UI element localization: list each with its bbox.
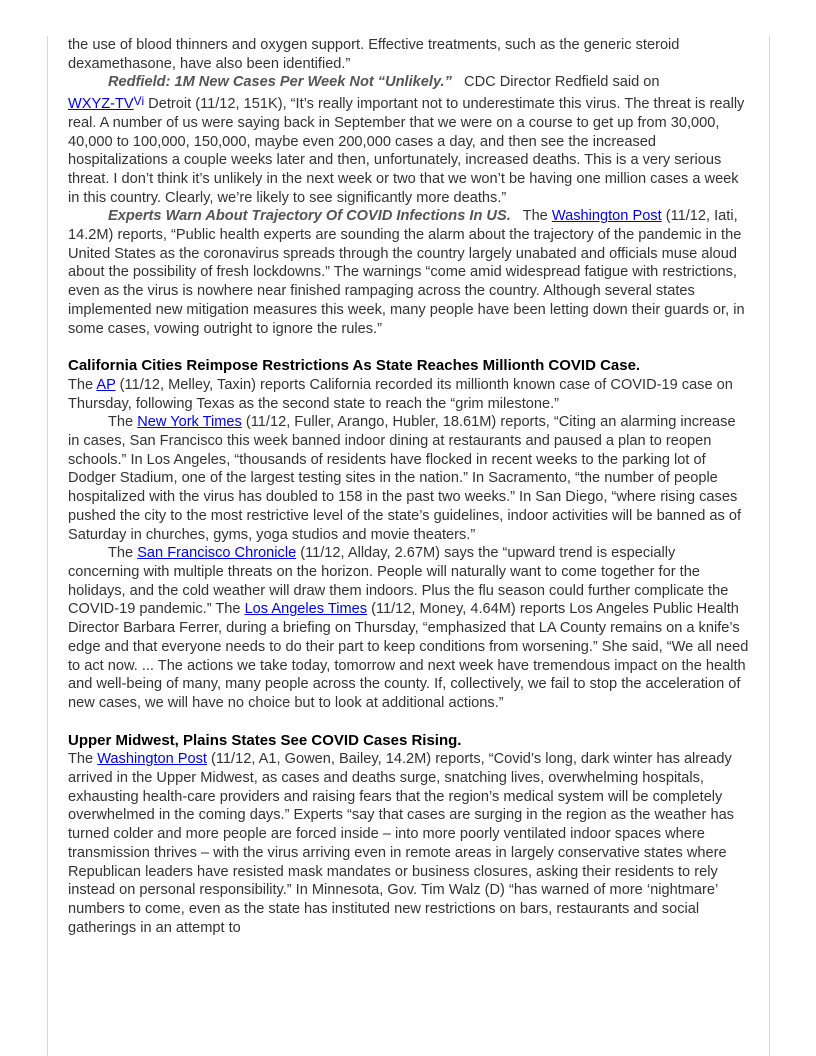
video-marker[interactable]: Vi <box>133 94 145 109</box>
section-heading: Upper Midwest, Plains States See COVID Cases Rising. <box>68 731 462 749</box>
document-body <box>68 36 750 937</box>
text: (11/12, Money, 4.64M) reports Los Angeles Public Health Director Barbara Ferrer, during a briefing on Thursday, “emphasized that LA County remains on a knife’s edge and that everyone needs to do their part to keep conditions from worsening.” She said, “We all need to act now. ... The actions we take today, tomorrow and next week have tremendous impact on the health and well-being of many, many people across the county. If, collectively, we fail to stop the acceleration of new cases, we will have no choice but to look at additional actions.” <box>68 601 749 711</box>
link-washington-post[interactable]: Washington Post <box>97 751 207 768</box>
text: (11/12, Melley, Taxin) reports California recorded its millionth known case of COVID-19 case on Thursday, following Texas as the second state to reach the “grim milestone.” <box>68 376 733 412</box>
text: (11/12, Allday, 2.67M) says the “upward trend is especially concerning with multiple threats on the horizon. People will naturally want to come together for the holidays, and the cold weather will draw them indoors. Plus the flu season could further complicate the COVID-19 pandemic.” The <box>68 545 729 618</box>
text: The <box>108 414 138 431</box>
link-wxyz-tv[interactable]: WXYZ-TV <box>68 96 134 113</box>
text: CDC Director Redfield said on <box>464 74 660 91</box>
paragraph <box>68 413 750 544</box>
text: (11/12, Iati, 14.2M) reports, “Public health experts are sounding the alarm about the trajectory of the pandemic in the United States as the coronavirus spreads through the country largely unabated and officials muse aloud about the possibility of fresh lockdowns.” The warnings “come amid widespread fatigue with restrictions, even as the virus is nowhere near finished rampaging across the country. Although several states implemented new mitigation measures this week, many people have been letting down their guards or, in some cases, vowing outright to ignore the rules.” <box>68 208 745 337</box>
link-ap[interactable]: AP <box>96 376 116 393</box>
paragraph <box>68 750 750 937</box>
link-la-times[interactable]: Los Angeles Times <box>244 601 368 618</box>
paragraph <box>68 544 750 712</box>
paragraph-experts <box>68 207 750 338</box>
text: The <box>522 208 548 225</box>
text: The <box>68 751 98 768</box>
text: Detroit (11/12, 151K), “It’s really important not to underestimate this virus. The threat is really real. A number of us were saying back in September that we were on a course to get up from 30,000, 40,000 to 100,000, 150,000, maybe even 200,000 cases a day, and then see the increased hospitalizations a couple weeks later and then, unfortunately, increased deaths. This is a very serious threat. I don’t think it’s unlikely in the next week or two that we won’t be having one million cases a week in this country. Clearly, we’re likely to see significantly more deaths.” <box>68 96 745 206</box>
link-washington-post[interactable]: Washington Post <box>551 208 662 225</box>
subheading: Experts Warn About Trajectory Of COVID Infections In US. <box>108 208 511 225</box>
text: (11/12, Fuller, Arango, Hubler, 18.61M) reports, “Citing an alarming increase in cases, San Francisco this week banned indoor dining at restaurants and paused a plan to reopen schools.” In Los Angeles, “thousands of residents have flocked in recent weeks to the parking lot of Dodger Stadium, one of the largest testing sites in the nation.” In Sacramento, “the number of people hospitalized with the virus has doubled to 158 in the past two weeks.” In San Diego, “where rising cases pushed the city to the most restrictive level of the state’s guidelines, indoor activities will be banned as of Saturday in churches, gyms, yoga studios and movie theaters.” <box>68 414 742 543</box>
subheading: Redfield: 1M New Cases Per Week Not “Unlikely.” <box>108 74 452 91</box>
text: The <box>108 545 138 562</box>
paragraph: the use of blood thinners and oxygen support. Effective treatments, such as the generic steroid dexamethasone, have also been identified.” <box>68 37 680 72</box>
section-heading: California Cities Reimpose Restrictions As State Reaches Millionth COVID Case. <box>68 357 641 375</box>
link-new-york-times[interactable]: New York Times <box>137 414 242 431</box>
link-sf-chronicle[interactable]: San Francisco Chronicle <box>137 545 297 562</box>
text: The <box>68 376 97 393</box>
text: (11/12, A1, Gowen, Bailey, 14.2M) reports, “Covid’s long, dark winter has already arrived in the Upper Midwest, as cases and deaths surge, snatching lives, overwhelming hospitals, exhausting health-care providers and raising fears that the region’s medical system will be completely overwhelmed in the coming days.” Experts “say that cases are surging in the region as the weather has turned colder and more people are forced inside – into more poorly ventilated indoor spaces where transmission thrives – with the virus arriving even in remote areas in largely conservative states where Republican leaders have resisted mask mandates or business closures, asking their residents to rely instead on personal responsibility.” In Minnesota, Gov. Tim Walz (D) “has warned of more ‘nightmare’ numbers to come, even as the state has instituted new restrictions on bars, restaurants and social gatherings in an attempt to <box>68 751 734 936</box>
paragraph-redfield <box>68 73 750 207</box>
paragraph <box>68 376 750 413</box>
